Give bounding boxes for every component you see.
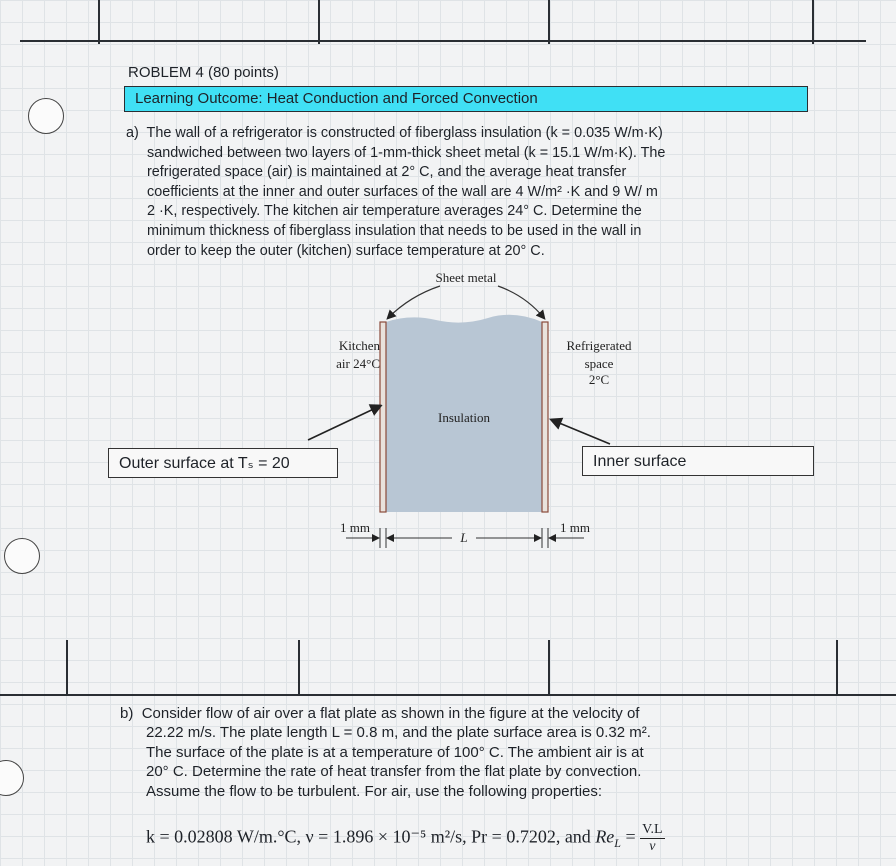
dim-L-label: L [460,530,468,545]
sheet-metal-left [380,322,386,512]
kitchen-label-2: air 24°C [336,356,380,371]
part-b-line-1: b) Consider flow of air over a flat plate as shown in the figure at the velocity of [120,705,640,722]
part-b-line-2: 22.22 m/s. The plate length L = 0.8 m, and the plate surface area is 0.32 m². [146,724,651,742]
formula-nu: ν = 1.896 × 10⁻⁵ m²/s, [305,826,467,847]
formula-and: and [564,826,591,847]
sheet-metal-arrow-left [388,286,440,318]
learning-outcome-banner: Learning Outcome: Heat Conduction and Forced Convection [124,86,808,112]
refrigerated-label-3: 2°C [588,372,610,387]
part-b-line-5: Assume the flow to be turbulent. For air, use the following properties: [146,782,603,800]
air-properties-formula [146,822,665,855]
formula-denominator: ν [649,839,656,854]
dim-mm-right-label: 1 mm [560,520,590,535]
insulation-label: Insulation [438,410,490,425]
sheet-metal-label: Sheet metal [435,270,497,285]
part-b-line-4: 20° C. Determine the rate of heat transfer from the flat plate by convection. [146,763,642,781]
part-a-line-4: coefficients at the inner and outer surfaces of the wall are 4 W/m² ·K and 9 W/ m [147,183,658,200]
kitchen-label-1: Kitchen [338,338,380,353]
part-a-line-1: a) The wall of a refrigerator is constructed of fiberglass insulation (k = 0.035 W/m·K) [126,125,663,141]
dim-mm-left-label: 1 mm [340,520,370,535]
outer-surface-arrow [308,406,380,440]
formula-k: k = 0.02808 W/m.°C, [146,826,302,847]
part-b-text [120,704,800,801]
refrigerated-label-1: Refrigerated [566,338,632,353]
formula-pr: Pr = 0.7202, [471,826,561,847]
problem-heading: ROBLEM 4 (80 points) [128,64,279,81]
formula-re-sub: L [614,836,621,851]
part-b-line-3: The surface of the plate is at a temperature of 100° C. The ambient air is at [146,743,644,761]
refrigerated-label-2: space [584,356,614,371]
inner-surface-callout: Inner surface [582,446,814,476]
formula-eq: = [625,826,636,847]
formula-numerator: V.L [642,822,663,837]
part-a-line-2: sandwiched between two layers of 1-mm-thick sheet metal (k = 15.1 W/m·K). The [147,144,666,161]
part-a-line-3: refrigerated space (air) is maintained at 2° C, and the average heat transfer [147,164,627,181]
part-a-line-6: minimum thickness of fiberglass insulation that needs to be used in the wall in [147,222,642,239]
formula-fraction [640,822,664,855]
inner-surface-arrow [552,420,610,444]
part-a-line-7: order to keep the outer (kitchen) surface temperature at 20° C. [147,242,545,259]
outer-surface-callout: Outer surface at Tₛ = 20 [108,448,338,478]
sheet-metal-right [542,322,548,512]
formula-re: Re [595,826,615,847]
part-a-line-5: 2 ·K, respectively. The kitchen air temperature averages 24° C. Determine the [147,203,642,220]
sheet-metal-arrow-right [498,286,544,318]
